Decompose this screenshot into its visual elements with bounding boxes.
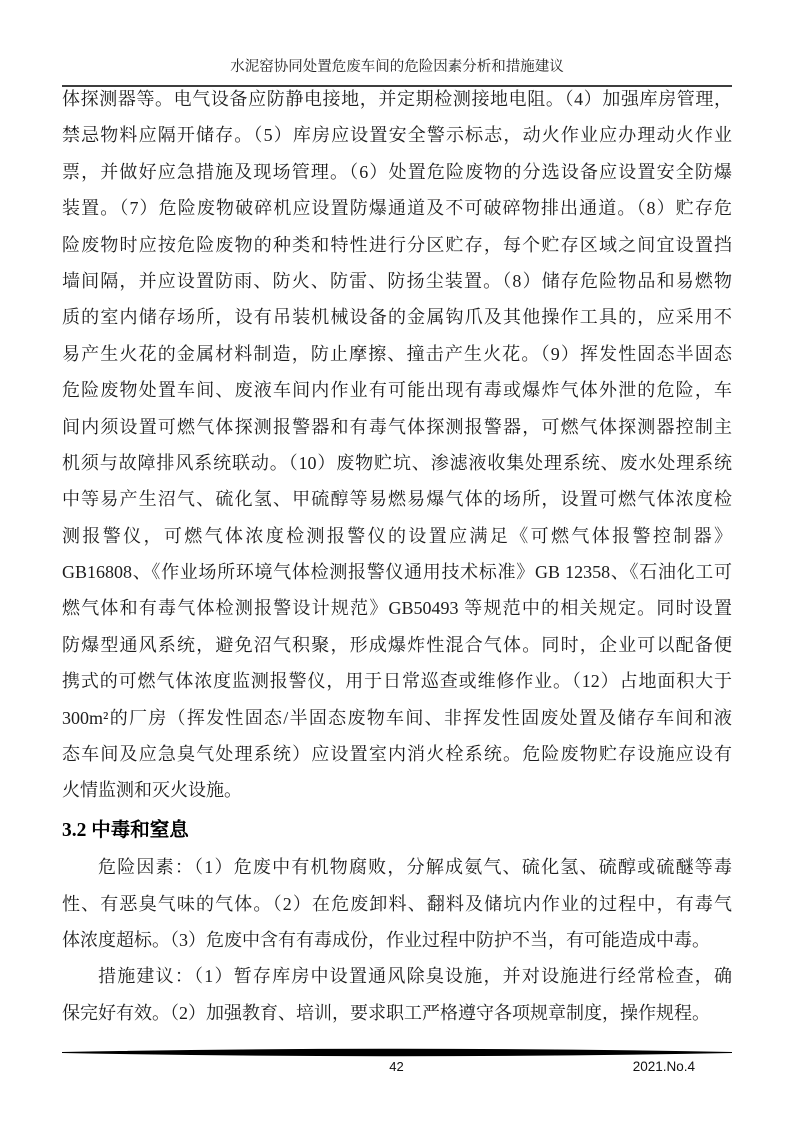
text-line: GB16808、《作业场所环境气体检测报警仪通用技术标准》GB 12358、《石油化工可	[62, 562, 732, 583]
text-line: 携式的可燃气体浓度监测报警仪，用于日常巡查或维修作业。（12）占地面积大于	[62, 671, 732, 692]
text-line: 危险废物处置车间、废液车间内作业有可能出现有毒或爆炸气体外泄的危险，车	[62, 380, 732, 401]
document-body	[62, 81, 732, 1031]
text-line: 中等易产生沼气、硫化氢、甲硫醇等易燃易爆气体的场所，设置可燃气体浓度检	[62, 489, 732, 510]
paragraph-poisoning-measures	[62, 958, 732, 1031]
paragraph-fire-prevention-measures	[62, 81, 732, 809]
text-line: 间内须设置可燃气体探测报警器和有毒气体探测报警器，可燃气体探测器控制主	[62, 416, 732, 437]
text-line: 测报警仪，可燃气体浓度检测报警仪的设置应满足《可燃气体报警控制器》	[62, 525, 732, 546]
text-line: 机须与故障排风系统联动。（10）废物贮坑、渗滤液收集处理系统、废水处理系统	[62, 452, 732, 473]
text-line: 体探测器等。电气设备应防静电接地，并定期检测接地电阻。（4）加强库房管理，	[62, 89, 732, 109]
page-number: 42	[389, 1059, 404, 1074]
text-line: 易产生火花的金属材料制造，防止摩擦、撞击产生火花。（9）挥发性固态半固态	[62, 343, 732, 364]
text-line: 质的室内储存场所，设有吊装机械设备的金属钩爪及其他操作工具的，应采用不	[62, 307, 732, 328]
issue-label: 2021.No.4	[632, 1059, 695, 1074]
text-line: 装置。（7）危险废物破碎机应设置防爆通道及不可破碎物排出通道。（8）贮存危	[62, 198, 732, 219]
paragraph-poisoning-hazards	[62, 849, 732, 958]
text-line: 措施建议：（1）暂存库房中设置通风除臭设施，并对设施进行经常检查，确	[98, 966, 732, 987]
section-heading: 3.2 中毒和窒息	[62, 819, 189, 841]
text-line: 险废物时应按危险废物的种类和特性进行分区贮存，每个贮存区域之间宜设置挡	[62, 234, 732, 255]
text-line: 性、有恶臭气味的气体。（2）在危废卸料、翻料及储坑内作业的过程中，有毒气	[62, 893, 732, 914]
text-line: 禁忌物料应隔开储存。（5）库房应设置安全警示标志，动火作业应办理动火作业	[62, 125, 732, 146]
text-line: 保完好有效。（2）加强教育、培训，要求职工严格遵守各项规章制度，操作规程。	[62, 1002, 710, 1023]
text-line: 墙间隔，并应设置防雨、防火、防雷、防扬尘装置。（8）储存危险物品和易燃物	[62, 270, 732, 291]
text-line: 300m²的厂房（挥发性固态/半固态废物车间、非挥发性固废处置及储存车间和液	[62, 707, 732, 728]
footer-rule	[62, 1046, 732, 1059]
text-line: 态车间及应急臭气处理系统）应设置室内消火栓系统。危险废物贮存设施应设有	[62, 744, 732, 765]
running-title: 水泥窑协同处置危废车间的危险因素分析和措施建议	[230, 59, 564, 75]
text-line: 票，并做好应急措施及现场管理。（6）处置危险废物的分选设备应设置安全防爆	[62, 161, 732, 182]
text-line: 燃气体和有毒气体检测报警设计规范》GB50493 等规范中的相关规定。同时设置	[62, 598, 732, 619]
text-line: 体浓度超标。（3）危废中含有有毒成份，作业过程中防护不当，有可能造成中毒。	[62, 929, 710, 950]
text-line: 危险因素：（1）危废中有机物腐败，分解成氨气、硫化氢、硫醇或硫醚等毒	[98, 857, 732, 878]
text-line: 火情监测和灭火设施。	[62, 780, 242, 801]
text-line: 防爆型通风系统，避免沼气积聚，形成爆炸性混合气体。同时，企业可以配备便	[62, 634, 732, 655]
